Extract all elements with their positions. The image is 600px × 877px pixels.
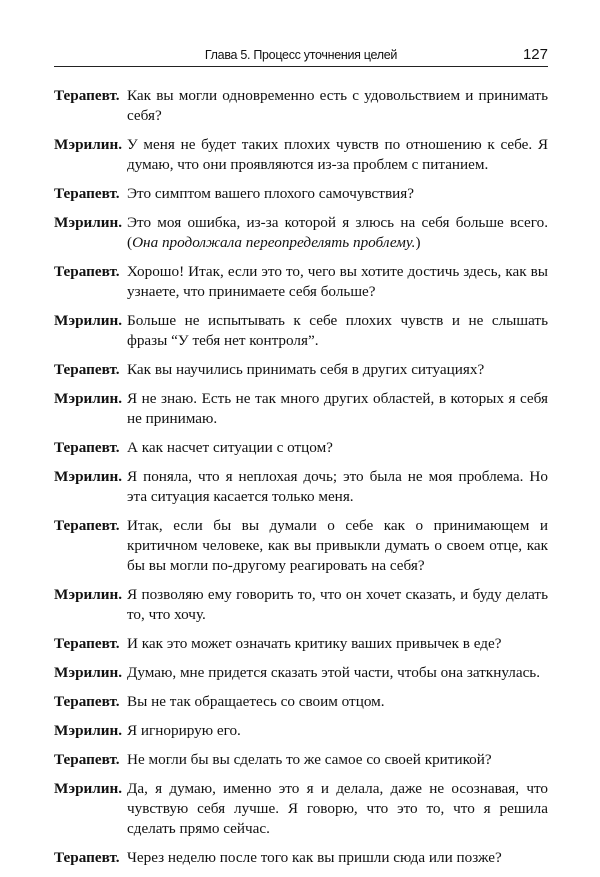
dialogue-turn [54, 779, 548, 839]
utterance: Я игнорирую его. [127, 722, 241, 739]
utterance: Да, я думаю, именно это я и делала, даже не осознавая, что чувствую себя лучше. Я говорю, что это то, что я решила сделать прямо сейчас. [127, 780, 548, 837]
utterance: Это симптом вашего плохого самочувствия? [127, 185, 414, 202]
utterance: Я не знаю. Есть не так много других областей, в которых я себя не принимаю. [127, 390, 548, 427]
utterance: Как вы могли одновременно есть с удовольствием и принимать себя? [127, 87, 548, 124]
dialogue-turn [54, 692, 548, 712]
dialogue-turn [54, 311, 548, 351]
chapter-title: Глава 5. Процесс уточнения целей [204, 48, 398, 62]
utterance: Я поняла, что я неплохая дочь; это была не моя проблема. Но эта ситуация касается только меня. [127, 468, 548, 505]
dialogue-turn [54, 585, 548, 625]
utterance: Хорошо! Итак, если это то, чего вы хотите достичь здесь, как вы узнаете, что принимаете себя больше? [127, 263, 548, 300]
speaker-label: Мэрилин. [54, 312, 123, 329]
page-number: 127 [522, 46, 548, 63]
speaker-label: Терапевт. [54, 439, 120, 456]
speaker-label: Мэрилин. [54, 390, 123, 407]
dialogue-turn [54, 213, 548, 253]
speaker-label: Терапевт. [54, 87, 120, 104]
dialogue-turn [54, 467, 548, 507]
dialogue-turn [54, 721, 548, 741]
speaker-label: Терапевт. [54, 263, 120, 280]
speaker-label: Мэрилин. [54, 780, 123, 797]
speaker-label: Терапевт. [54, 361, 120, 378]
speaker-label: Мэрилин. [54, 214, 123, 231]
utterance: У меня не будет таких плохих чувств по отношению к себе. Я думаю, что они проявляются из-за проблем с питанием. [127, 136, 548, 173]
speaker-label: Мэрилин. [54, 136, 123, 153]
utterance: Это моя ошибка, из-за которой я злюсь на себя больше всего. (Она продолжала переопределять проблему.) [127, 214, 548, 251]
dialogue-turn [54, 389, 548, 429]
utterance: Итак, если бы вы думали о себе как о принимающем и критичном человеке, как вы привыкли думать о своем отце, как бы вы могли по-другому реагировать на себя? [127, 517, 548, 574]
speaker-label: Терапевт. [54, 751, 120, 768]
utterance: Вы не так обращаетесь со своим отцом. [127, 693, 385, 710]
speaker-label: Терапевт. [54, 693, 120, 710]
dialogue-turn [54, 262, 548, 302]
dialogue-transcript [54, 86, 548, 877]
dialogue-turn [54, 516, 548, 576]
dialogue-turn [54, 438, 548, 458]
dialogue-turn [54, 184, 548, 204]
speaker-label: Мэрилин. [54, 722, 123, 739]
dialogue-turn [54, 750, 548, 770]
speaker-label: Мэрилин. [54, 664, 123, 681]
dialogue-turn [54, 360, 548, 380]
stage-note: Она продолжала переопределять проблему. [132, 234, 416, 251]
running-header [54, 46, 548, 67]
utterance: Через неделю после того как вы пришли сюда или позже? [127, 849, 502, 866]
utterance: Думаю, мне придется сказать этой части, чтобы она заткнулась. [127, 664, 541, 681]
speaker-label: Терапевт. [54, 635, 120, 652]
speaker-label: Терапевт. [54, 185, 120, 202]
dialogue-turn [54, 135, 548, 175]
utterance-text: Это моя ошибка, из-за которой я злюсь на себя больше всего. [127, 214, 548, 231]
utterance: Не могли бы вы сделать то же самое со своей критикой? [127, 751, 492, 768]
utterance: Как вы научились принимать себя в других ситуациях? [127, 361, 485, 378]
speaker-label: Мэрилин. [54, 468, 123, 485]
utterance: Я позволяю ему говорить то, что он хочет сказать, и буду делать то, что хочу. [127, 586, 548, 623]
dialogue-turn [54, 634, 548, 654]
dialogue-turn [54, 663, 548, 683]
dialogue-turn [54, 86, 548, 126]
speaker-label: Терапевт. [54, 517, 120, 534]
speaker-label: Терапевт. [54, 849, 120, 866]
utterance: И как это может означать критику ваших привычек в еде? [127, 635, 502, 652]
utterance: Больше не испытывать к себе плохих чувств и не слышать фразы “У тебя нет контроля”. [127, 312, 548, 349]
utterance: А как насчет ситуации с отцом? [127, 439, 333, 456]
speaker-label: Мэрилин. [54, 586, 123, 603]
dialogue-turn [54, 848, 548, 868]
